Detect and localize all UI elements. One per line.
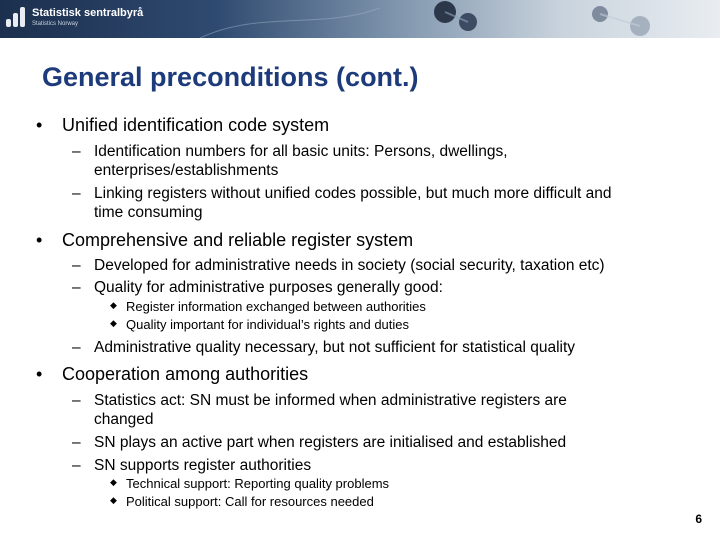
- bullet-register-system: [36, 230, 414, 251]
- bullet-text: Cooperation among authorities: [62, 364, 309, 384]
- sub-bullet-text: Administrative quality necessary, but not sufficient for statistical quality: [94, 339, 576, 356]
- sub-bullet: [72, 456, 312, 475]
- dash-marker: –: [72, 143, 81, 160]
- slide-title: General preconditions (cont.): [42, 62, 419, 92]
- sub-bullet: [72, 256, 605, 275]
- sub-bullet: [72, 338, 576, 357]
- banner-wave: [200, 8, 380, 38]
- bullet-text: Unified identification code system: [62, 115, 330, 135]
- logo-subtitle: Statistics Norway: [32, 20, 79, 27]
- sub-bullet-text: Quality for administrative purposes generally good:: [94, 279, 443, 296]
- sub-bullet: [72, 142, 508, 180]
- sub-sub-bullet: [110, 317, 410, 332]
- dash-marker: –: [72, 434, 81, 451]
- bullet-marker: •: [36, 364, 43, 384]
- sub-bullet-text: Linking registers without unified codes possible, but much more difficult and: [94, 185, 612, 202]
- sub-sub-bullet: [110, 494, 374, 509]
- sub-bullet-text-cont: time consuming: [94, 204, 203, 221]
- sub-bullet-text: SN supports register authorities: [94, 457, 312, 474]
- diamond-marker: ◆: [110, 495, 117, 505]
- dash-marker: –: [72, 257, 81, 274]
- sub-bullet: [72, 278, 443, 297]
- bullet-unified-id: [36, 115, 330, 136]
- sub-bullet: [72, 391, 567, 429]
- bullet-cooperation: [36, 364, 309, 385]
- dash-marker: –: [72, 185, 81, 202]
- sub-bullet: [72, 433, 567, 452]
- sub-bullet: [72, 184, 612, 222]
- sub-sub-bullet-text: Register information exchanged between authorities: [126, 299, 426, 314]
- diamond-marker: ◆: [110, 300, 117, 310]
- header-banner: [0, 0, 720, 38]
- sub-sub-bullet-text: Political support: Call for resources needed: [126, 494, 374, 509]
- logo: [6, 7, 143, 27]
- diamond-marker: ◆: [110, 318, 117, 328]
- sub-sub-bullet: [110, 476, 390, 491]
- page-number: 6: [695, 512, 702, 526]
- diamond-marker: ◆: [110, 477, 117, 487]
- logo-icon: [6, 7, 26, 27]
- sub-sub-bullet: [110, 299, 426, 314]
- dash-marker: –: [72, 279, 81, 296]
- dash-marker: –: [72, 457, 81, 474]
- bullet-marker: •: [36, 230, 43, 250]
- sub-bullet-text-cont: changed: [94, 411, 154, 428]
- sub-sub-bullet-text: Quality important for individual’s rights and duties: [126, 317, 410, 332]
- bullet-text: Comprehensive and reliable register system: [62, 230, 414, 250]
- sub-bullet-text: Identification numbers for all basic units: Persons, dwellings,: [94, 143, 508, 160]
- sub-bullet-text-cont: enterprises/establishments: [94, 162, 279, 179]
- sub-bullet-text: Developed for administrative needs in society (social security, taxation etc): [94, 257, 605, 274]
- sub-bullet-text: SN plays an active part when registers are initialised and established: [94, 434, 567, 451]
- logo-name: Statistisk sentralbyrå: [32, 6, 144, 19]
- bullet-marker: •: [36, 115, 43, 135]
- sub-bullet-text: Statistics act: SN must be informed when administrative registers are: [94, 392, 567, 409]
- sub-sub-bullet-text: Technical support: Reporting quality problems: [126, 476, 390, 491]
- dash-marker: –: [72, 339, 81, 356]
- dash-marker: –: [72, 392, 81, 409]
